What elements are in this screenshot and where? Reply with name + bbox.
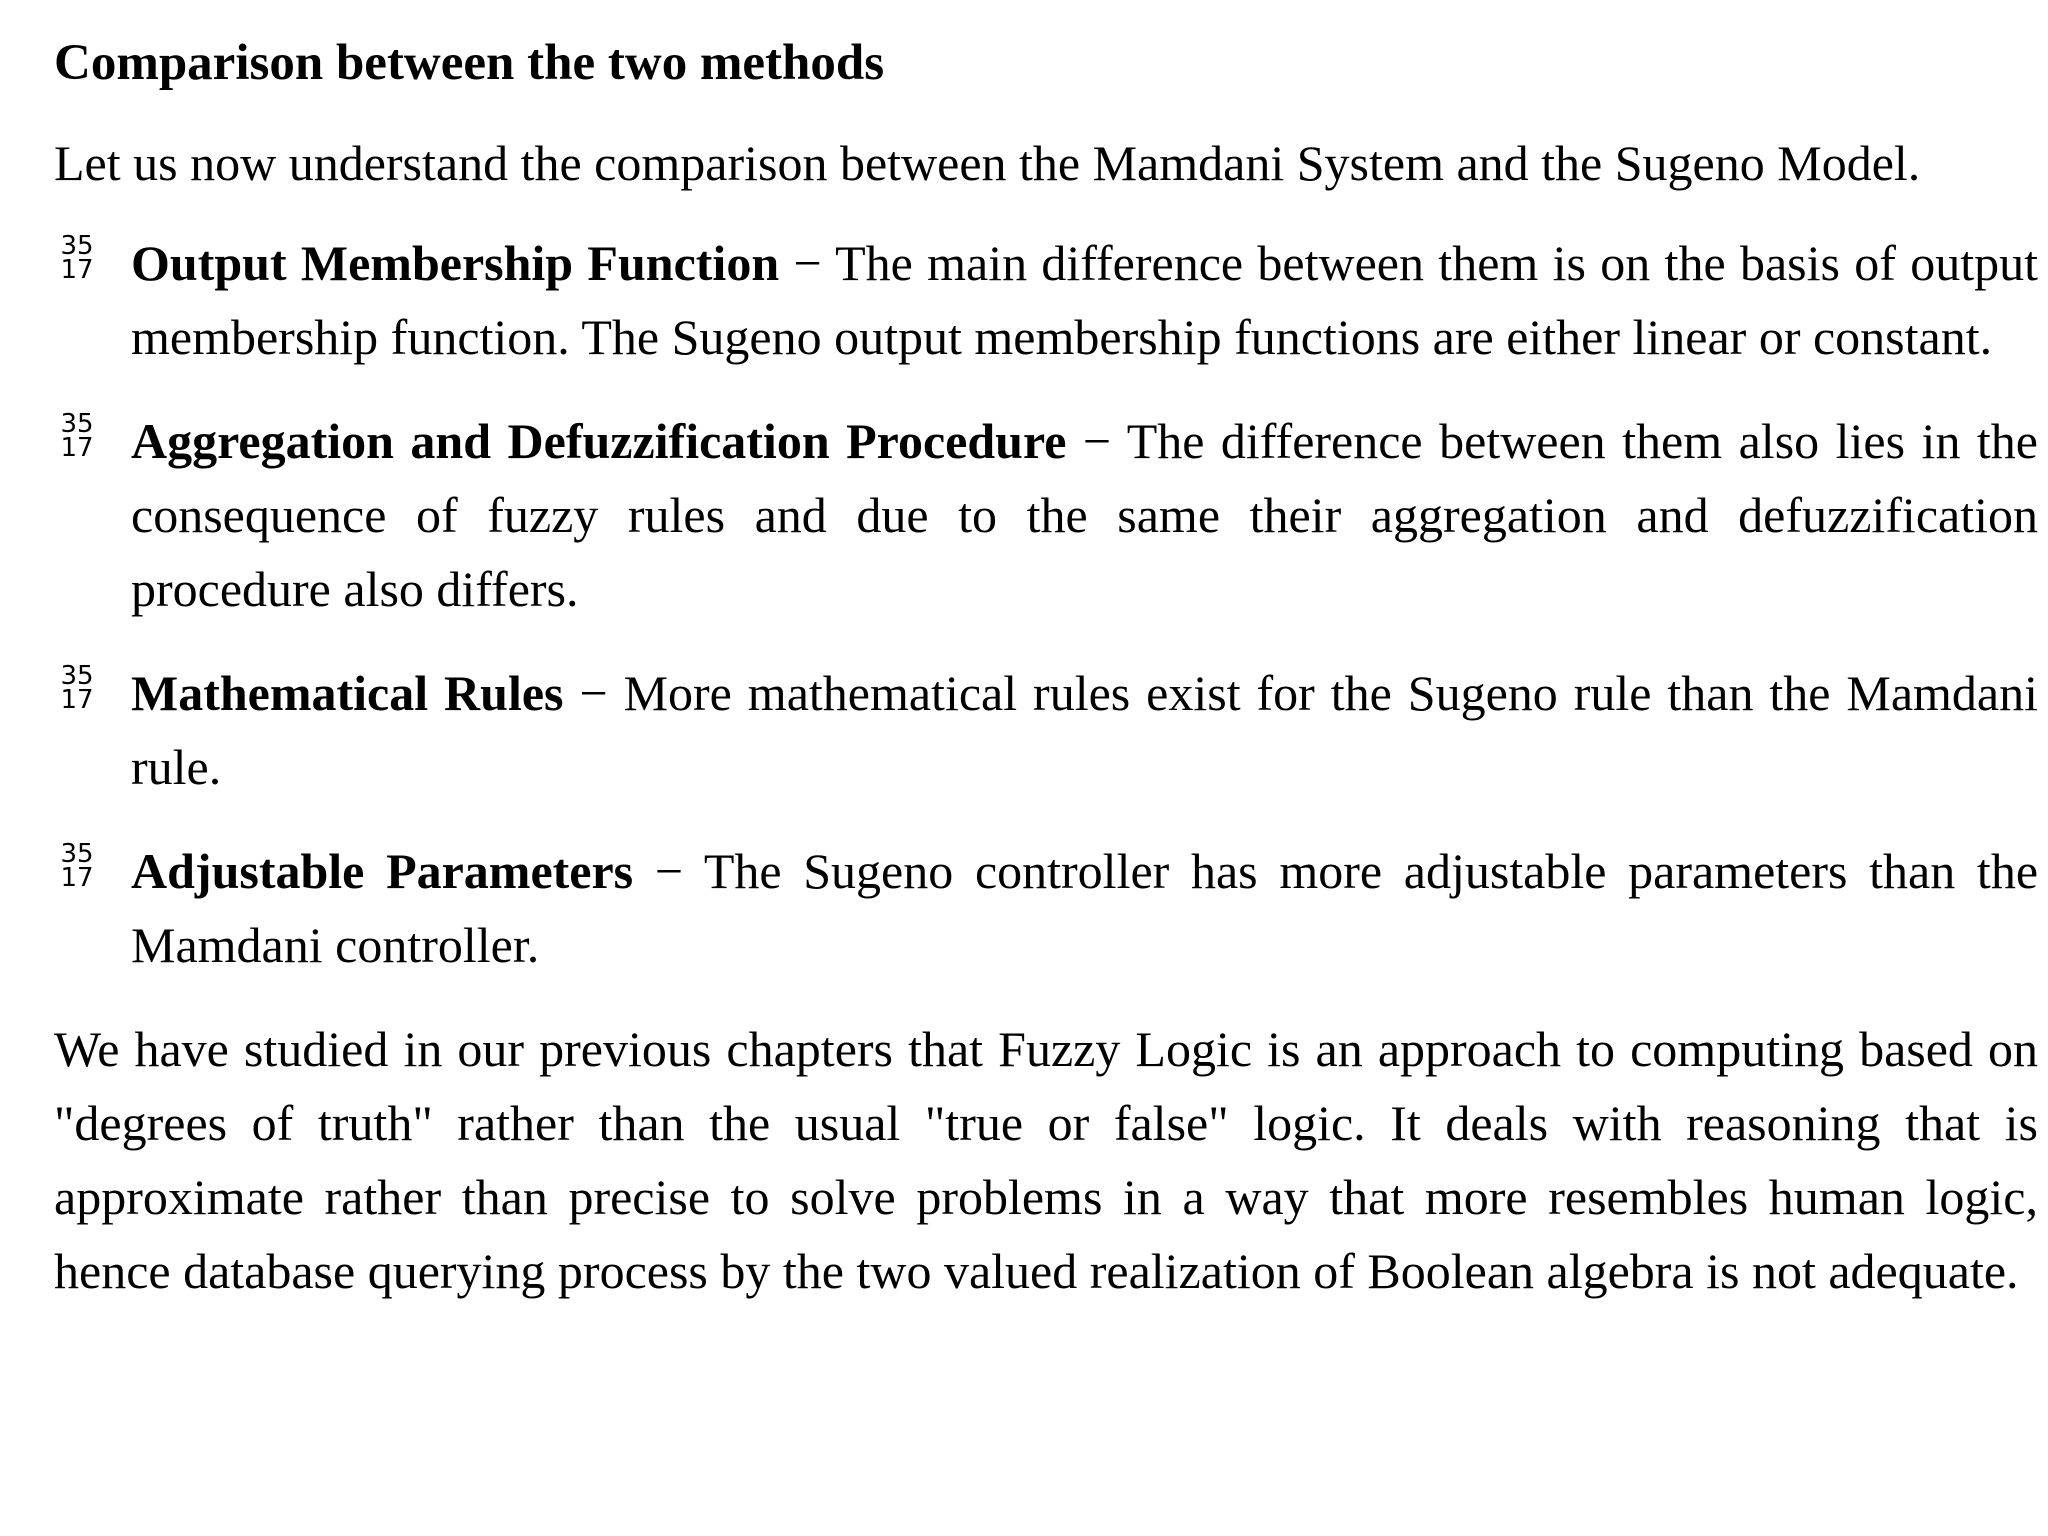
marker-top: 35 xyxy=(60,409,94,439)
point-text: The difference between them also lies in the consequence of fuzzy rules and due to the same their aggregation and defuzzification procedure also differs. xyxy=(131,413,2039,617)
marker-bottom: 17 xyxy=(60,255,94,285)
list-item xyxy=(54,404,2038,626)
marker-top: 35 xyxy=(60,661,94,691)
marker-bottom: 17 xyxy=(60,685,94,715)
point-separator: − xyxy=(563,665,624,721)
point-text: The Sugeno controller has more adjustable parameters than the Mamdani controller. xyxy=(131,843,2039,973)
point-term: Adjustable Parameters xyxy=(131,843,634,899)
comparison-list xyxy=(54,226,2038,982)
list-marker xyxy=(57,409,97,463)
list-item xyxy=(54,656,2038,804)
point-text: The main difference between them is on the basis of output membership function. The Sugeno output membership functions are either linear or constant. xyxy=(131,235,2039,365)
point-text: More mathematical rules exist for the Sugeno rule than the Mamdani rule. xyxy=(131,665,2039,795)
marker-bottom: 17 xyxy=(60,433,94,463)
marker-top: 35 xyxy=(60,231,94,261)
section-heading: Comparison between the two methods xyxy=(54,35,885,91)
marker-bottom: 17 xyxy=(60,863,94,893)
document-page xyxy=(54,26,2038,1308)
intro-paragraph: Let us now understand the comparison between the Mamdani System and the Sugeno Model. xyxy=(54,135,1921,191)
list-item xyxy=(54,226,2038,374)
marker-top: 35 xyxy=(60,839,94,869)
point-separator: − xyxy=(633,843,704,899)
list-marker xyxy=(57,839,97,893)
point-term: Mathematical Rules xyxy=(131,665,564,721)
list-item xyxy=(54,834,2038,982)
list-marker xyxy=(57,661,97,715)
point-separator: − xyxy=(1066,413,1127,469)
list-marker xyxy=(57,231,97,285)
closing-paragraph: We have studied in our previous chapters that Fuzzy Logic is an approach to computing based on "degrees of truth" rather than the usual "true or false" logic. It deals with reasoning that is approximate rather than precise to solve problems in a way that more resembles human logic, hence database querying process by the two valued realization of Boolean algebra is not adequate. xyxy=(54,1021,2038,1299)
point-separator: − xyxy=(779,235,836,291)
point-term: Output Membership Function xyxy=(131,235,780,291)
point-term: Aggregation and Defuzzification Procedure xyxy=(131,413,1067,469)
